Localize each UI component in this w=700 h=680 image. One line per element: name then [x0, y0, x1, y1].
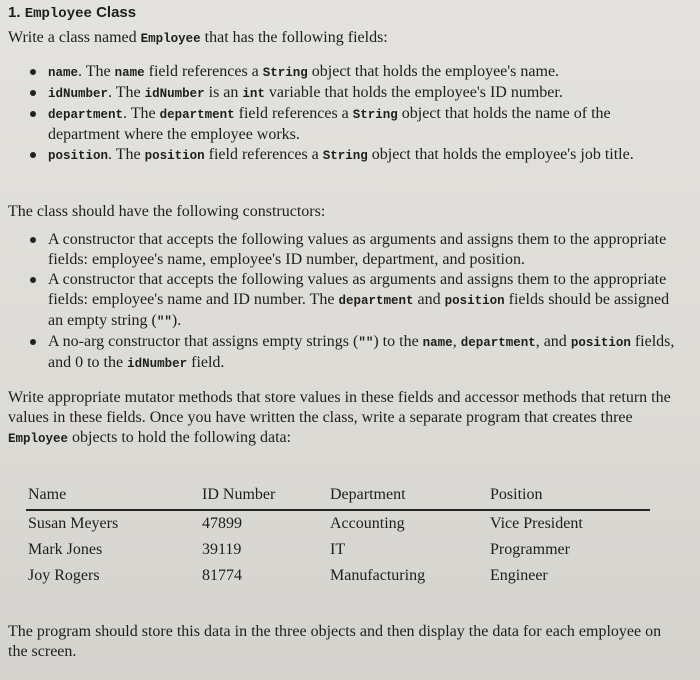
inline-code: "" — [358, 336, 374, 350]
inline-code: position — [570, 336, 631, 350]
table-cell: IT — [330, 541, 346, 558]
bullet-icon — [30, 339, 36, 345]
inline-code: department — [48, 108, 124, 122]
table-cell: Engineer — [490, 567, 548, 584]
text-run: objects to hold the following data: — [68, 429, 292, 446]
intro-text-end: that has the following fields: — [200, 29, 388, 46]
inline-code: "" — [156, 315, 172, 329]
inline-code: department — [460, 336, 536, 350]
text-run: ) to the — [373, 333, 423, 350]
table-cell: 39119 — [202, 541, 242, 558]
text-run: , and — [535, 333, 571, 350]
inline-code: name — [422, 336, 453, 350]
class-name-code: Employee — [24, 6, 92, 22]
inline-code: name — [48, 66, 79, 80]
inline-code: department — [159, 108, 235, 122]
inline-code: department — [338, 294, 414, 308]
text-run: ). — [171, 312, 182, 329]
table-cell: Programmer — [490, 541, 570, 558]
text-run: Write appropriate mutator methods that store values in these fields and accessor methods that return the values in these fields. Once you have written the class, write a separate program that creates three — [8, 389, 671, 426]
table-cell: Joy Rogers — [28, 567, 100, 584]
inline-code: idNumber — [144, 87, 205, 101]
table-cell: 47899 — [202, 515, 242, 532]
text-run: field. — [187, 354, 225, 371]
text-run: field references a — [204, 146, 323, 163]
constructor-list-item — [0, 270, 680, 332]
bullet-icon — [30, 152, 36, 158]
text-run: . The — [108, 146, 145, 163]
text-run: object that holds the name of the department where the employee works. — [48, 105, 611, 143]
field-list-item — [0, 62, 680, 83]
inline-code: String — [322, 149, 368, 163]
inline-code: String — [352, 108, 398, 122]
table-row — [26, 537, 650, 563]
section-number: 1. — [8, 4, 21, 21]
bullet-icon — [30, 237, 36, 243]
section-title — [8, 4, 136, 22]
closing-paragraph: The program should store this data in the three objects and then display the data for each employee on the screen. — [8, 623, 662, 660]
inline-code: position — [144, 149, 205, 163]
text-run: field references a — [234, 105, 353, 122]
column-header: Position — [490, 486, 543, 503]
section-title-word: Class — [96, 4, 137, 21]
field-list-item — [0, 145, 680, 166]
constructor-list-item — [0, 230, 680, 270]
intro-code: Employee — [140, 32, 201, 46]
inline-code: idNumber — [127, 357, 188, 371]
table-cell: Vice President — [490, 515, 583, 532]
table-cell: Mark Jones — [28, 541, 103, 558]
mutator-paragraph — [8, 388, 678, 449]
bullet-icon — [30, 111, 36, 117]
inline-code: position — [48, 149, 109, 163]
bullet-icon — [30, 277, 36, 283]
inline-code: name — [114, 66, 145, 80]
constructors-list — [0, 230, 680, 374]
inline-code: String — [262, 66, 308, 80]
text-run: fields, and 0 to the — [48, 333, 675, 371]
text-run: object that holds the employee's job title. — [367, 146, 634, 163]
constructor-list-item — [0, 332, 680, 374]
text-run: field references a — [144, 63, 263, 80]
table-cell: Manufacturing — [330, 567, 426, 584]
intro-paragraph — [8, 28, 678, 49]
field-list-item — [0, 104, 680, 145]
fields-list — [0, 62, 680, 166]
employee-data-table — [26, 484, 650, 589]
text-run: A constructor that accepts the following values as arguments and assigns them to the appropriate fields: employee's name, employee's ID number, department, and position. — [48, 231, 667, 268]
inline-code: idNumber — [48, 87, 109, 101]
text-run: variable that holds the employee's ID number. — [264, 84, 563, 101]
table-row — [26, 510, 650, 537]
text-run: . The — [123, 105, 160, 122]
text-run: fields should be assigned an empty string ( — [48, 291, 670, 329]
text-run: . The — [108, 84, 145, 101]
text-run: A constructor that accepts the following values as arguments and assigns them to the appropriate fields: employee's name and ID number. The — [48, 271, 667, 308]
column-header: Department — [330, 486, 406, 503]
text-run: , — [452, 333, 461, 350]
text-run: . The — [78, 63, 115, 80]
inline-code: int — [242, 87, 265, 101]
text-run: A no-arg constructor that assigns empty strings ( — [48, 333, 359, 350]
table-cell: Accounting — [330, 515, 405, 532]
intro-text: Write a class named — [8, 29, 141, 46]
table-cell: Susan Meyers — [28, 515, 119, 532]
table-header-row — [26, 484, 650, 510]
constructors-intro: The class should have the following constructors: — [8, 203, 326, 220]
table-cell: 81774 — [202, 567, 242, 584]
text-run: object that holds the employee's name. — [307, 63, 560, 80]
text-run: is an — [204, 84, 243, 101]
text-run: and — [413, 291, 445, 308]
inline-code: Employee — [8, 432, 69, 446]
column-header: ID Number — [202, 486, 276, 503]
field-list-item — [0, 83, 680, 104]
inline-code: position — [444, 294, 505, 308]
table-row — [26, 563, 650, 589]
bullet-icon — [30, 69, 36, 75]
bullet-icon — [30, 90, 36, 96]
column-header: Name — [28, 486, 67, 503]
